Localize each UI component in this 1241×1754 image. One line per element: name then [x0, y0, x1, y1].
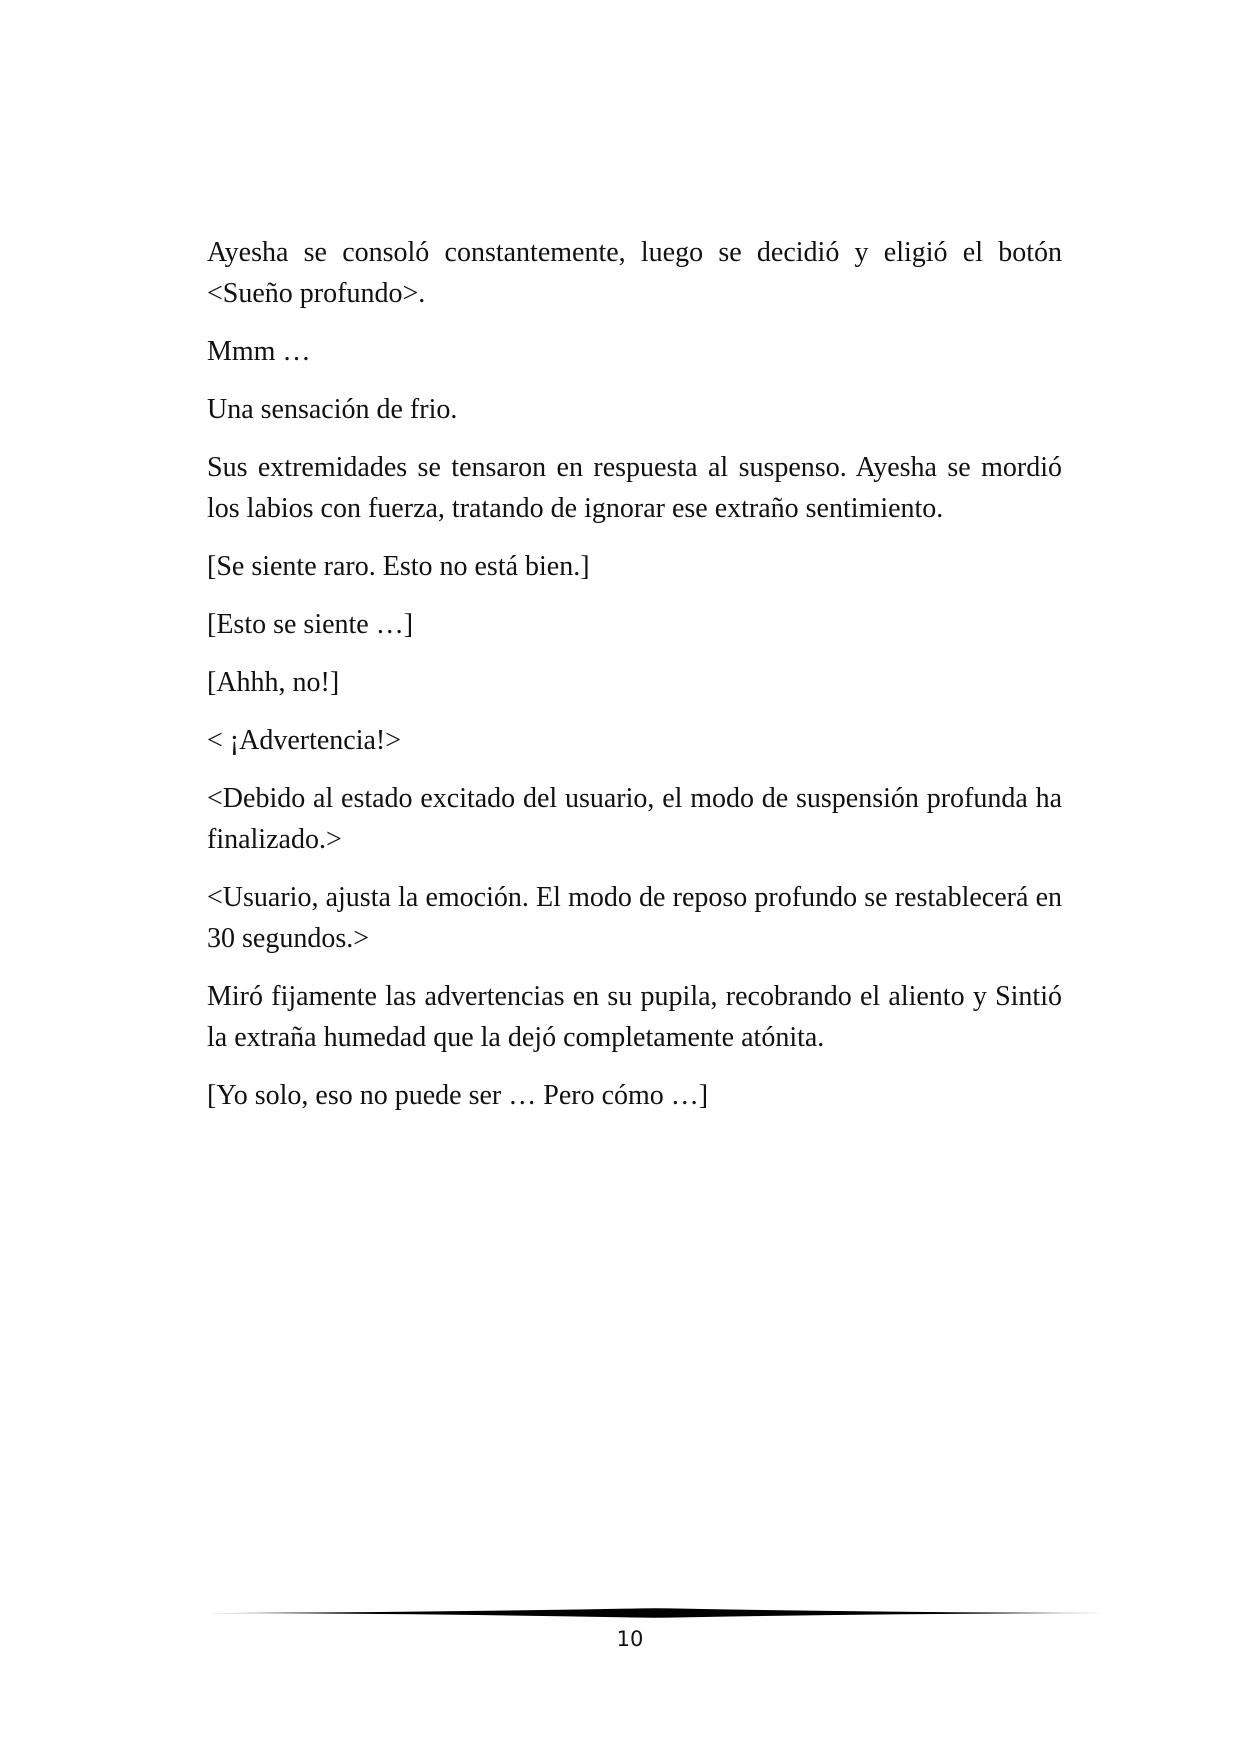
- paragraph-12: [Yo solo, eso no puede ser … Pero cómo …]: [207, 1080, 709, 1111]
- paragraph-6: [Esto se siente …]: [207, 609, 414, 640]
- body-text: [207, 232, 1062, 1133]
- paragraph-7: [Ahhh, no!]: [207, 667, 340, 698]
- paragraph-1: Ayesha se consoló constantemente, luego se decidió y eligió el botón <Sueño profundo>.: [207, 237, 1062, 309]
- paragraph-10: <Usuario, ajusta la emoción. El modo de reposo profundo se restablecerá en 30 segundos.>: [207, 882, 1062, 954]
- footer-divider: [207, 1605, 1104, 1621]
- paragraph-2: Mmm …: [207, 336, 311, 367]
- paragraph-3: Una sensación de frio.: [207, 394, 458, 425]
- paragraph-5: [Se siente raro. Esto no está bien.]: [207, 551, 590, 582]
- paragraph-8: < ¡Advertencia!>: [207, 725, 402, 756]
- paragraph-11: Miró fijamente las advertencias en su pupila, recobrando el aliento y Sintió la extraña humedad que la dejó completamente atónita.: [207, 981, 1062, 1053]
- paragraph-9: <Debido al estado excitado del usuario, el modo de suspensión profunda ha finalizado.>: [207, 783, 1062, 855]
- paragraph-4: Sus extremidades se tensaron en respuesta al suspenso. Ayesha se mordió los labios con fuerza, tratando de ignorar ese extraño sentimiento.: [207, 452, 1062, 524]
- page-number: 10: [616, 1627, 644, 1651]
